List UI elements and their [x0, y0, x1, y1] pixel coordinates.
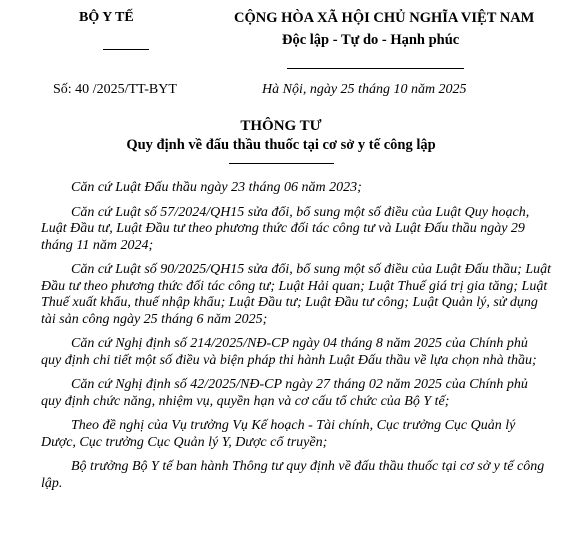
national-motto: Độc lập - Tự do - Hạnh phúc: [282, 32, 460, 48]
preamble-paragraph: Căn cứ Luật số 57/2024/QH15 sửa đổi, bổ sung một số điều của Luật Quy hoạch, Luật Đầu tư, Luật Đầu tư theo phương thức đối tác công tư và Luật Đấu thầu ngày 29 tháng 11 năm 2024;: [41, 204, 530, 253]
preamble: [41, 180, 551, 500]
ministry-underline: [103, 49, 149, 50]
ministry-name: BỘ Y TẾ: [79, 10, 134, 25]
document-type: THÔNG TƯ: [240, 118, 322, 134]
preamble-paragraph: Căn cứ Luật Đấu thầu ngày 23 tháng 06 năm 2023;: [71, 180, 362, 195]
country-name: CỘNG HÒA XÃ HỘI CHỦ NGHĨA VIỆT NAM: [234, 10, 535, 26]
document-subject: Quy định về đấu thầu thuốc tại cơ sở y tế công lập: [126, 137, 436, 153]
preamble-paragraph: Bộ trưởng Bộ Y tế ban hành Thông tư quy định về đấu thầu thuốc tại cơ sở y tế công lập.: [41, 459, 545, 491]
preamble-paragraph: Căn cứ Luật số 90/2025/QH15 sửa đổi, bổ sung một số điều của Luật Đấu thầu; Luật Đầu tư theo phương thức đối tác công tư; Luật Hải quan; Luật Thuế giá trị gia tăng; Luật Thuế xuất khẩu, thuế nhập khẩu; Luật Đầu tư; Luật Đầu tư công; Luật Quản lý, sử dụng tài sản công ngày 25 tháng 6 năm 2025;: [41, 262, 552, 327]
document-number: Số: 40 /2025/TT-BYT: [53, 82, 177, 97]
subject-underline: [229, 163, 334, 164]
preamble-paragraph: Theo đề nghị của Vụ trưởng Vụ Kế hoạch - Tài chính, Cục trưởng Cục Quản lý Dược, Cục trưởng Cục Quản lý Y, Dược cổ truyền;: [41, 418, 516, 450]
date-line: Hà Nội, ngày 25 tháng 10 năm 2025: [262, 82, 467, 97]
motto-underline: [287, 68, 464, 69]
preamble-paragraph: Căn cứ Nghị định số 214/2025/NĐ-CP ngày 04 tháng 8 năm 2025 của Chính phủ quy định chi tiết một số điều và biện pháp thi hành Luật Đấu thầu về lựa chọn nhà thầu;: [41, 336, 537, 368]
preamble-paragraph: Căn cứ Nghị định số 42/2025/NĐ-CP ngày 27 tháng 02 năm 2025 của Chính phủ quy định chức năng, nhiệm vụ, quyền hạn và cơ cấu tổ chức của Bộ Y tế;: [41, 377, 528, 409]
